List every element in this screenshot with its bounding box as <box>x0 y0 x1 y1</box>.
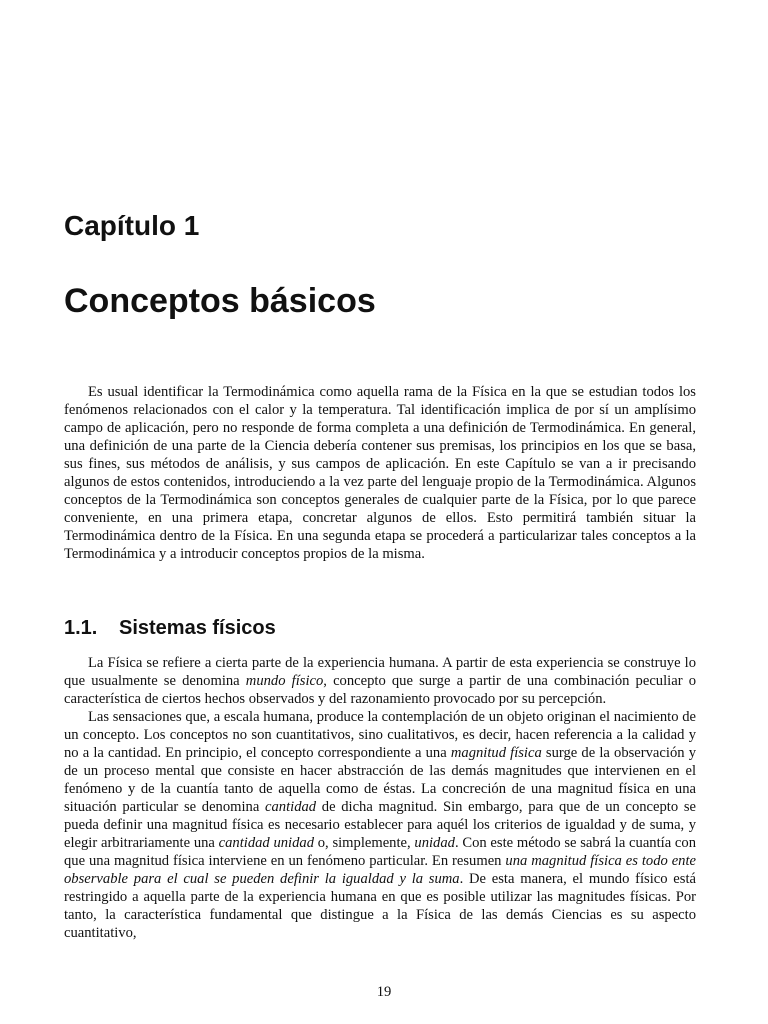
text-run: surge de la observación y de un proceso mental que consiste en hacer abstracción de las demás magnitudes que intervienen en el fenómeno y de la cuantía tanto de aquella como de éstas. La concreción de una magnitud física en una situación particular se denomina <box>64 745 696 815</box>
text-run: o, simplemente, <box>314 835 415 851</box>
text-run: , concepto que surge a partir de una combinación peculiar o característica de ciertos hechos observados y del razonamiento provocado por su percepción. <box>64 673 696 707</box>
intro-section <box>64 383 696 563</box>
section-title: Sistemas físicos <box>119 617 276 639</box>
section-body <box>64 654 696 942</box>
section-paragraph-2 <box>64 708 696 942</box>
text-run: Las sensaciones que, a escala humana, produce la contemplación de un objeto originan el nacimiento de un concepto. Los conceptos no son cuantitativos, sino cualitativos, es decir, hacen referencia a la calidad y no a la cantidad. En principio, el concepto correspondiente a una <box>64 709 696 761</box>
page-number: 19 <box>376 984 392 1000</box>
intro-paragraph: Es usual identificar la Termodinámica como aquella rama de la Física en la que se estudian todos los fenómenos relacionados con el calor y la temperatura. Tal identificación implica de por sí un amplísimo campo de aplicación, pero no responde de forma completa a una definición de Termodinámica. En general, una definición de una parte de la Ciencia debería contener sus premisas, los principios en los que se basa, sus fines, sus métodos de análisis, y sus campos de aplicación. En este Capítulo se van a ir precisando algunos de estos contenidos, introduciendo a la vez parte del lenguaje propio de la Termodinámica. Algunos conceptos de la Termodinámica son conceptos generales de cualquier parte de la Física, por lo que parece conveniente, en una primera etapa, concretar algunos de ellos. Esto permitirá también situar la Termodinámica dentro de la Física. En una segunda etapa se procederá a particularizar tales conceptos a la Termodinámica y a introducir conceptos propios de la misma. <box>64 384 696 562</box>
text-run: . De esta manera, el mundo físico está restringido a aquella parte de la experiencia humana en que es posible utilizar las magnitudes físicas. Por tanto, la característica fundamental que distingue a la Física de las demás Ciencias es su aspecto cuantitativo, <box>64 871 696 941</box>
emphasis: magnitud física <box>450 745 542 761</box>
text-run: de dicha magnitud. Sin embargo, para que de un concepto se pueda definir una magnitud física es necesario establecer para aquél los criterios de igualdad y de suma, y elegir arbitrariamente una <box>64 799 696 851</box>
text-run: . Con este método se sabrá la cuantía con que una magnitud física interviene en un fenómeno particular. En resumen <box>64 835 696 869</box>
section-heading <box>64 614 276 642</box>
emphasis: cantidad unidad <box>218 835 315 851</box>
text-run: La Física se refiere a cierta parte de la experiencia humana. A partir de esta experiencia se construye lo que usualmente se denomina <box>64 655 696 689</box>
chapter-label: Capítulo 1 <box>64 210 200 241</box>
emphasis: una magnitud física es todo ente observable para el cual se pueden definir la igualdad y la suma <box>64 853 697 887</box>
emphasis: mundo físico <box>245 673 324 689</box>
chapter-title: Conceptos básicos <box>64 282 376 320</box>
emphasis: cantidad <box>265 799 317 815</box>
section-number: 1.1. <box>64 617 98 639</box>
section-paragraph-1 <box>64 654 696 708</box>
emphasis: unidad <box>414 835 455 851</box>
